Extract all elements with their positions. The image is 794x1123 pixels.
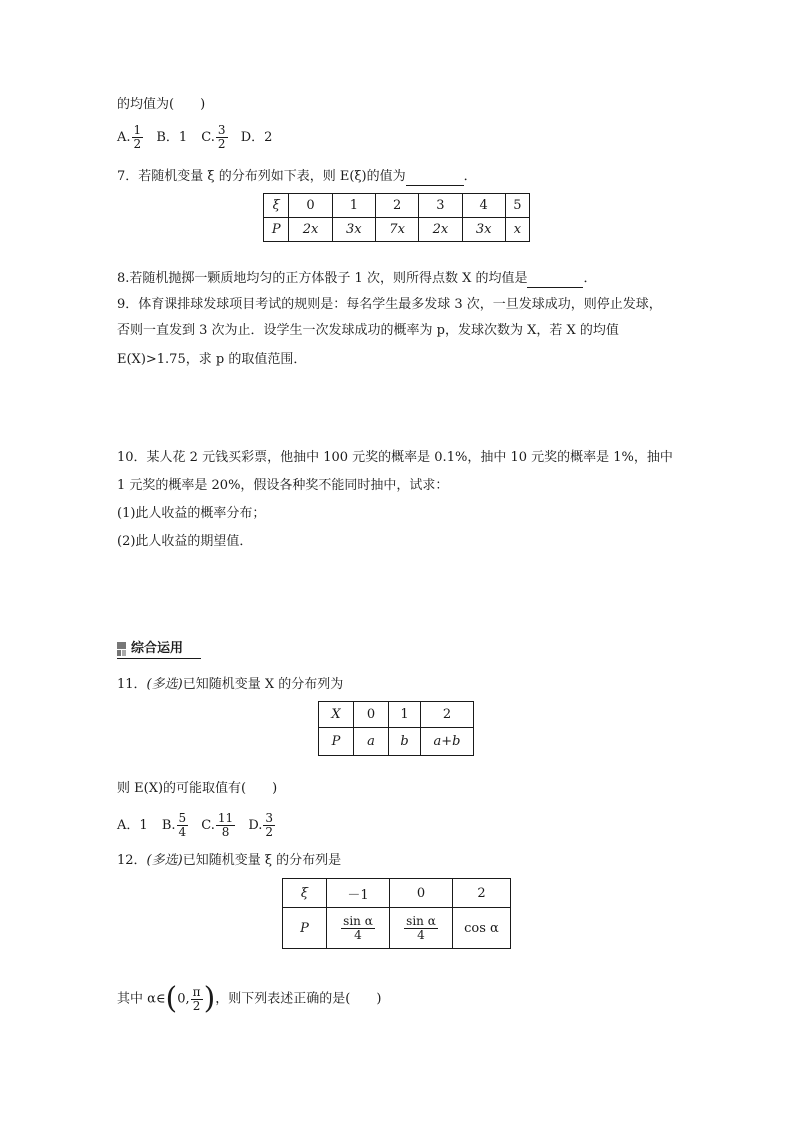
table-cell: 3x (332, 218, 375, 242)
fraction (404, 915, 438, 942)
fraction-denominator: 2 (133, 137, 142, 151)
table-cell: 1 (389, 702, 421, 728)
table-cell: P (264, 218, 289, 242)
table-cell: －1 (327, 879, 390, 908)
q9-line-1: 9．体育课排球发球项目考试的规则是：每名学生最多发球 3 次，一旦发球成功，则停止发球， (117, 297, 662, 312)
q10-line-4: (2)此人收益的期望值． (117, 534, 253, 549)
q11-option-a: A．1 (117, 818, 148, 833)
q10-line-1: 10．某人花 2 元钱买彩票，他抽中 100 元奖的概率是 0.1%，抽中 10 元奖的概率是 1%，抽中 (117, 450, 673, 465)
q10-line-2: 1 元奖的概率是 20%，假设各种奖不能同时抽中，试求： (117, 478, 449, 493)
q6-option-a-label: A. (117, 130, 131, 145)
table-row (264, 218, 530, 242)
q12-post-text: ，则下列表述正确的是( ) (215, 991, 382, 1007)
table-cell: 2 (453, 879, 511, 908)
q11-distribution-table (318, 701, 474, 756)
table-cell: 4 (462, 194, 505, 218)
q6-option-c-label: C. (201, 130, 215, 145)
q11-multi-select-tag: (多选) (146, 677, 183, 692)
table-cell: 2x (419, 218, 462, 242)
section-heading (117, 640, 201, 659)
q12-text: 已知随机变量 ξ 的分布列是 (182, 853, 342, 868)
q7-question (117, 168, 477, 186)
table-cell: P (283, 908, 327, 949)
q11-option-d-label: D. (248, 818, 263, 833)
table-row (319, 702, 474, 728)
q12-interval-left: 0, (177, 991, 190, 1007)
table-row (283, 908, 511, 949)
q12-interval-line (117, 981, 382, 1016)
q11-option-b-fraction (177, 812, 189, 839)
q11-option-b-label: B. (161, 818, 176, 833)
q12-interval-fraction (191, 986, 203, 1013)
table-cell: a+b (421, 728, 474, 756)
fraction-numerator: π (192, 984, 201, 999)
table-cell: 7x (375, 218, 418, 242)
q6-tail-text: 的均值为( ) (117, 97, 206, 112)
table-cell: 3 (419, 194, 462, 218)
table-cell: 1 (332, 194, 375, 218)
fraction-denominator: 8 (221, 825, 230, 839)
table-cell: ξ (283, 879, 327, 908)
q7-distribution-table (263, 193, 530, 242)
fraction-numerator: 3 (265, 811, 274, 825)
table-row (319, 728, 474, 756)
table-cell: cos α (453, 908, 511, 949)
left-paren-glyph: ( (165, 981, 178, 1016)
q12-question (117, 852, 341, 870)
fraction-denominator: 4 (354, 927, 362, 942)
table-cell: 3x (462, 218, 505, 242)
table-row (264, 194, 530, 218)
table-cell: b (389, 728, 421, 756)
q11-number: 11． (117, 677, 147, 692)
fraction-numerator: 3 (217, 123, 226, 137)
fraction-denominator: 4 (417, 927, 425, 942)
q11-option-c-label: C. (201, 818, 215, 833)
fraction-denominator: 2 (217, 137, 226, 151)
fraction-numerator: 11 (217, 811, 234, 825)
q8-text: 8.若随机抛掷一颗质地均匀的正方体骰子 1 次，则所得点数 X 的均值是 (117, 271, 528, 286)
table-row (283, 879, 511, 908)
table-cell: P (319, 728, 354, 756)
q8-question (117, 270, 596, 288)
q7-text: 7．若随机变量 ξ 的分布列如下表，则 E(ξ)的值为 (117, 169, 406, 184)
q12-pre-text: 其中 α∈ (117, 991, 166, 1007)
table-cell: 2 (421, 702, 474, 728)
fraction-numerator: sin α (406, 913, 436, 928)
answer-blank (406, 171, 464, 186)
q11-after-text: 则 E(X)的可能取值有( ) (117, 781, 278, 796)
table-cell: ξ (264, 194, 289, 218)
q6-option-c-fraction (216, 124, 228, 151)
section-title: 综合运用 (131, 641, 184, 656)
right-paren-glyph: ) (203, 981, 216, 1016)
table-cell (327, 908, 390, 949)
q11-text: 已知随机变量 X 的分布列为 (182, 677, 344, 692)
q12-multi-select-tag: (多选) (146, 853, 183, 868)
section-marker-icon (117, 642, 126, 656)
table-cell: 0 (354, 702, 389, 728)
q7-end-mark: ． (463, 169, 477, 184)
table-cell: a (354, 728, 389, 756)
q6-option-d: D．2 (240, 130, 273, 145)
q9-line-3: E(X)>1.75，求 p 的取值范围． (117, 352, 307, 367)
fraction-denominator: 2 (265, 825, 274, 839)
q8-end-mark: ． (583, 271, 597, 286)
fraction-numerator: 1 (133, 123, 142, 137)
q9-line-2: 否则一直发到 3 次为止．设学生一次发球成功的概率为 p，发球次数为 X，若 X 的均值 (117, 323, 619, 338)
fraction-denominator: 2 (192, 998, 201, 1013)
q11-question (117, 676, 343, 694)
fraction (341, 915, 375, 942)
table-cell: 2 (375, 194, 418, 218)
table-cell: 0 (390, 879, 453, 908)
q12-distribution-table (282, 878, 511, 949)
table-cell: 2x (289, 218, 332, 242)
q6-option-a-fraction (132, 124, 144, 151)
fraction-numerator: 5 (178, 811, 187, 825)
q10-line-3: (1)此人收益的概率分布； (117, 506, 266, 521)
answer-blank (527, 273, 583, 288)
q11-options (117, 812, 276, 839)
table-cell: X (319, 702, 354, 728)
q11-option-d-fraction (263, 812, 275, 839)
table-cell: x (505, 218, 529, 242)
q12-number: 12． (117, 853, 147, 868)
q11-option-c-fraction (216, 812, 235, 839)
q6-option-b: B．1 (156, 130, 188, 145)
table-cell (390, 908, 453, 949)
table-cell: 0 (289, 194, 332, 218)
fraction-denominator: 4 (178, 825, 187, 839)
table-cell: 5 (505, 194, 529, 218)
q6-options (117, 124, 272, 151)
fraction-numerator: sin α (343, 913, 373, 928)
